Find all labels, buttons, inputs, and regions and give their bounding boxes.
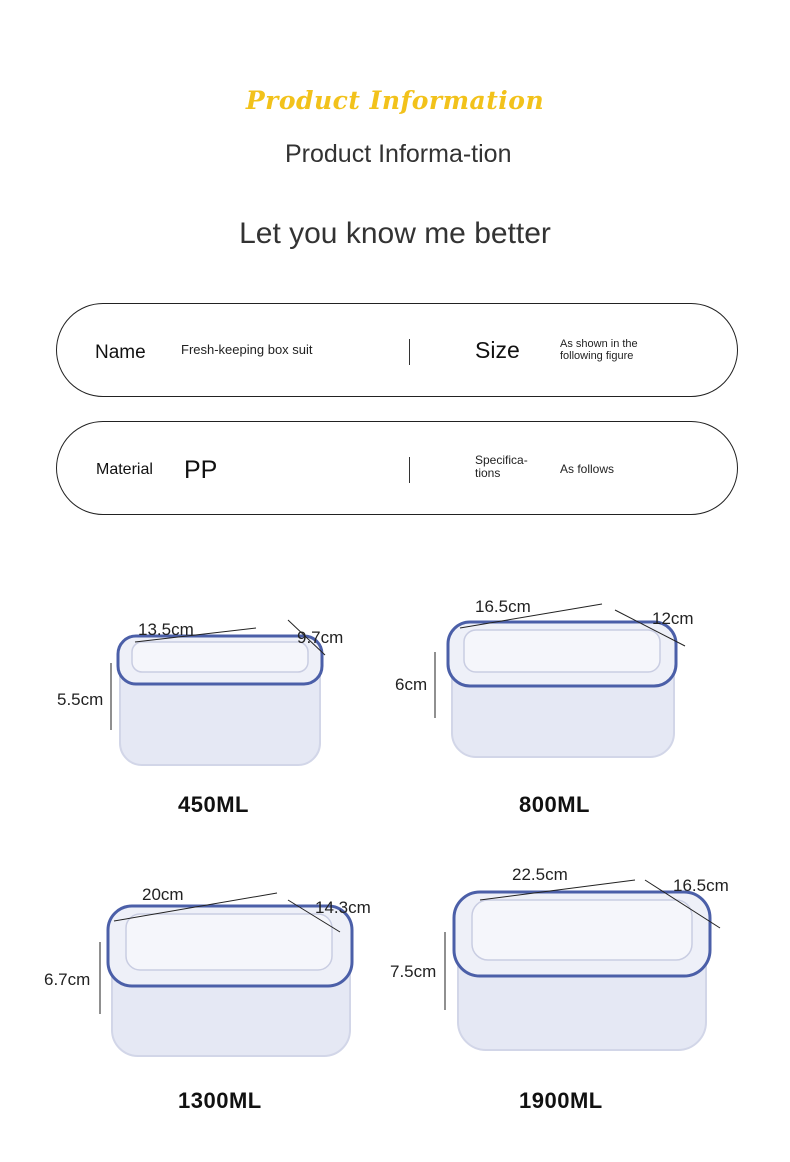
capacity-label: 800ML — [519, 792, 590, 817]
width-label: 12cm — [652, 609, 694, 628]
width-label: 9.7cm — [297, 628, 344, 647]
length-label: 16.5cm — [475, 597, 531, 616]
spec-value: As follows — [560, 462, 615, 476]
width-label: 14.3cm — [315, 898, 371, 917]
product-800ml — [380, 560, 760, 830]
capacity-label: 1900ML — [519, 1088, 603, 1113]
tagline: Let you know me better — [239, 217, 551, 250]
length-label: 20cm — [142, 885, 184, 904]
length-label: 13.5cm — [138, 620, 194, 639]
divider — [409, 339, 410, 365]
product-450ml — [20, 560, 380, 830]
divider — [409, 457, 410, 483]
info-row-material-spec — [56, 421, 738, 515]
name-label: Name — [95, 342, 146, 363]
height-label: 7.5cm — [390, 962, 437, 981]
material-value: PP — [184, 456, 218, 484]
capacity-label: 450ML — [178, 792, 249, 817]
size-value: As shown in the following figure — [560, 338, 638, 362]
spec-label: Specifica-tions — [475, 453, 528, 480]
info-row-name-size — [56, 303, 738, 397]
height-label: 6.7cm — [44, 970, 91, 989]
size-label: Size — [475, 337, 520, 363]
subtitle: Product Informa-tion — [285, 140, 512, 168]
container-image — [380, 860, 760, 1120]
container-image — [380, 560, 760, 830]
capacity-label: 1300ML — [178, 1088, 262, 1113]
product-1900ml — [380, 860, 760, 1120]
length-label: 22.5cm — [512, 865, 568, 884]
width-label: 16.5cm — [673, 876, 729, 895]
height-label: 6cm — [395, 675, 428, 694]
product-1300ml — [20, 860, 380, 1120]
script-title: Product Information — [245, 86, 545, 115]
name-value: Fresh-keeping box suit — [181, 342, 313, 357]
height-label: 5.5cm — [57, 690, 104, 709]
material-label: Material — [96, 461, 153, 478]
